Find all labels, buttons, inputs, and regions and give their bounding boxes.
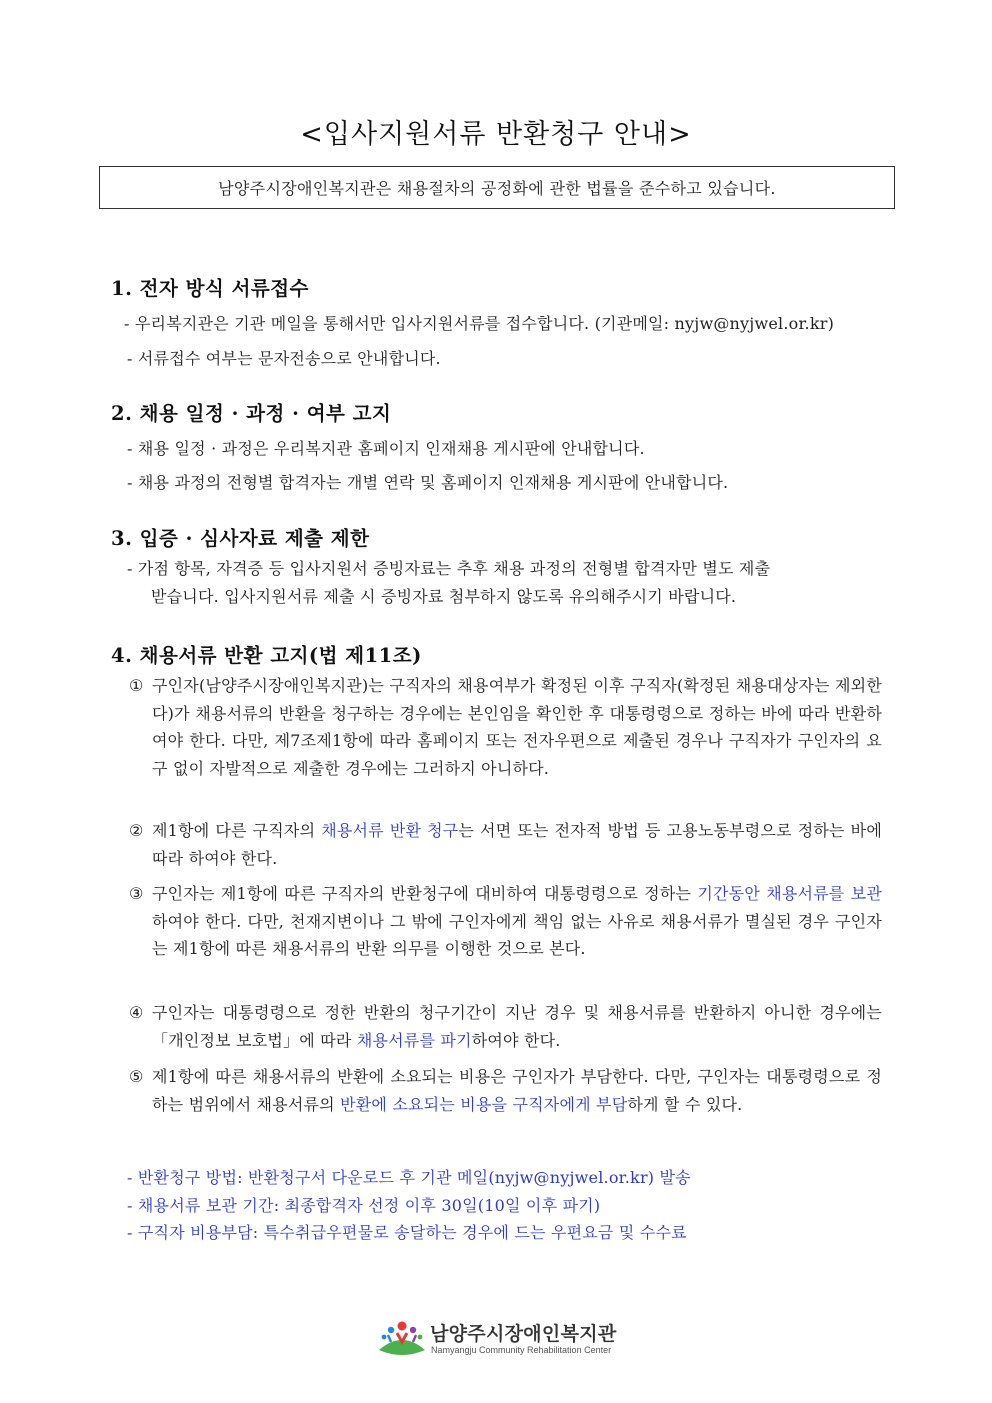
law-item-3 [129,880,882,963]
footer-org-name: 남양주시장애인복지관 [430,1323,617,1345]
item-text [129,817,882,872]
section-3-para-cont: 받습니다. 입사지원서류 제출 시 증빙자료 첨부하지 않도록 유의해주시기 바랍니다. [151,586,737,606]
law-item-1 [129,672,882,782]
cost-burden-line: - 구직자 비용부담: 특수취급우편물로 송달하는 경우에 드는 우편요금 및 수수료 [127,1223,687,1242]
item-text-highlight: 기간동안 채용서류를 보관 [697,884,882,903]
item-number: ⑤ [129,1067,144,1086]
item-text-pre: 제1항에 따른 채용서류의 반환에 소요되는 비용은 구인자가 부담한다. 다만, 구인자는 대통령령으로 정하는 범위에서 채용서류의 [152,1067,882,1114]
item-text [129,1063,882,1118]
retention-period-line: - 채용서류 보관 기간: 최종합격자 선정 이후 30일(10일 이후 파기) [127,1196,601,1215]
notice-box [99,166,895,209]
item-text-pre: 구인자는 제1항에 따른 구직자의 반환청구에 대비하여 대통령령으로 정하는 [152,884,698,903]
item-text-post: 하게 할 수 있다. [627,1094,743,1114]
item-text-highlight: 채용서류 반환 청구 [321,821,459,840]
footer-org-name-en: Namyangju Community Rehabilitation Center [431,1345,612,1355]
item-text-post: 하여야 한다. [471,1030,561,1050]
section-3-heading: 3. 입증 · 심사자료 제출 제한 [111,527,370,550]
notice-text: 남양주시장애인복지관은 채용절차의 공정화에 관한 법률을 준수하고 있습니다. [218,179,776,198]
section-2-line-2: - 채용 과정의 전형별 합격자는 개별 연락 및 홈페이지 인재채용 게시판에 안내합니다. [127,473,729,492]
item-text: 구인자(남양주시장애인복지관)는 구직자의 채용여부가 확정된 이후 구직자(확정된 채용대상자는 제외한다)가 채용서류의 반환을 청구하는 경우에는 본인임을 확인한 후 대통령령으로 정하는 바에 따라 반환하여야 한다. 다만, 제7조제1항에 따라 홈페이지 또는 전자우편으로 제출된 경우나 구직자가 구인자의 요구 없이 자발적으로 제출한 경우에는 그러하지 아니하다. [152,676,882,778]
section-1-line-2: - 서류접수 여부는 문자전송으로 안내합니다. [127,349,441,368]
section-2-heading: 2. 채용 일정 · 과정 · 여부 고지 [111,402,392,425]
item-number: ① [129,676,144,695]
item-text [129,999,882,1054]
item-number: ② [129,821,144,840]
item-text-highlight: 채용서류를 파기 [356,1030,472,1050]
return-method-line: - 반환청구 방법: 반환청구서 다운로드 후 기관 메일(nyjw@nyjwel.or.kr) 발송 [127,1168,691,1187]
section-3-para-first: - 가점 항목, 자격증 등 입사지원서 증빙자료는 추후 채용 과정의 전형별 합격자만 별도 제출 [127,559,771,578]
law-item-2 [129,817,882,872]
section-4-heading: 4. 채용서류 반환 고지(법 제11조) [111,644,422,667]
people-logo-icon [377,1316,427,1358]
item-text-pre: 구인자는 대통령령으로 정한 반환의 청구기간이 지난 경우 및 채용서류를 반환하지 아니한 경우에는 「개인정보 보호법」에 따라 [152,1003,882,1050]
section-2-line-1: - 채용 일정 · 과정은 우리복지관 홈페이지 인재채용 게시판에 안내합니다. [127,439,645,458]
item-text-pre: 제1항에 다른 구직자의 [152,821,322,840]
item-text-post: 하여야 한다. 다만, 천재지변이나 그 밖에 구인자에게 책임 없는 사유로 채용서류가 멸실된 경우 구인자는 제1항에 따른 채용서류의 반환 의무를 이행한 것으로 본다. [152,911,882,958]
item-text [129,880,882,963]
item-text-post: 는 서면 또는 전자적 방법 등 고용노동부령으로 정하는 바에 따라 하여야 한다. [152,821,882,868]
section-1-line-1: - 우리복지관은 기관 메일을 통해서만 입사지원서류를 접수합니다. (기관메일: nyjw@nyjwel.or.kr) [124,314,835,333]
law-item-4 [129,999,882,1054]
law-item-5 [129,1063,882,1118]
item-number: ④ [129,1003,144,1022]
item-number: ③ [129,884,144,903]
item-text-highlight: 반환에 소요되는 비용을 구직자에게 부담 [340,1094,628,1114]
section-1-heading: 1. 전자 방식 서류접수 [111,277,309,300]
page-title: <입사지원서류 반환청구 안내> [300,119,692,150]
section-3-paragraph [127,555,882,610]
